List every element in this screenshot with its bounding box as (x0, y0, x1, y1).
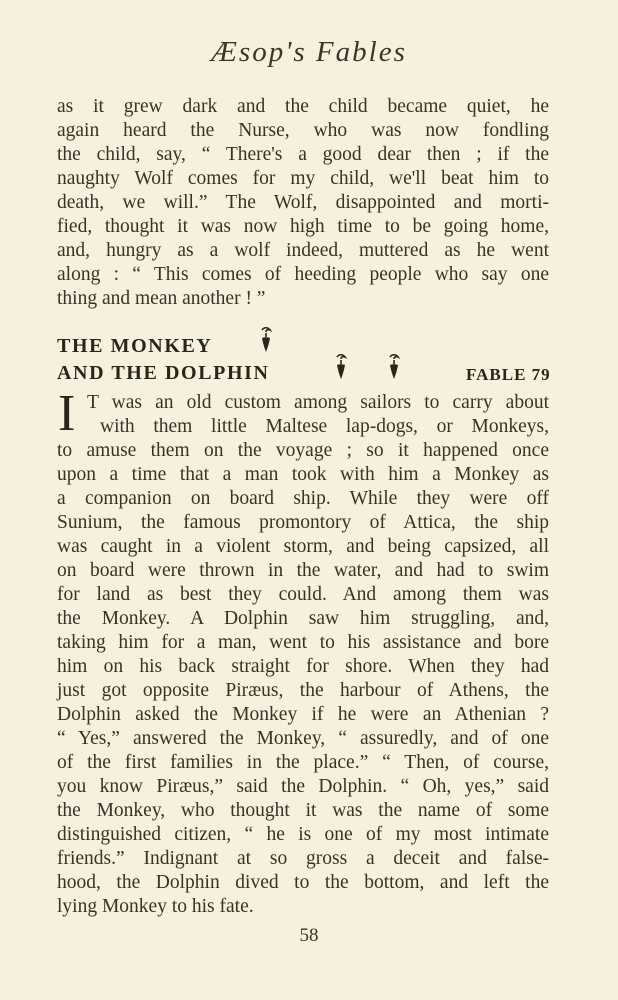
leaf-ornament-icon (386, 353, 402, 381)
running-head: Æsop's Fables (211, 36, 407, 68)
leaf-ornament-icon (333, 353, 349, 381)
text-line: again heard the Nurse, who was now fondling (57, 120, 549, 141)
text-line: distinguished citizen, “ he is one of my most intimate (57, 824, 549, 845)
text-line: was caught in a violent storm, and being capsized, all (57, 536, 549, 557)
text-line: upon a time that a man took with him a Monkey as (57, 464, 549, 485)
text-line: friends.” Indignant at so gross a deceit and false- (57, 848, 549, 869)
text-line: along : “ This comes of heeding people who say one (57, 264, 549, 285)
fable-title-line-1: THE MONKEY (57, 335, 213, 357)
text-line: death, we will.” The Wolf, disappointed and morti- (57, 192, 549, 213)
text-line: “ Yes,” answered the Monkey, “ assuredly, and of one (57, 728, 549, 749)
text-line: the Monkey, who thought it was the name of some (57, 800, 549, 821)
text-line: and, hungry as a wolf indeed, muttered as he went (57, 240, 549, 261)
page-number: 58 (299, 925, 319, 946)
text-line: the child, say, “ There's a good dear then ; if the (57, 144, 549, 165)
text-line: as it grew dark and the child became quiet, he (57, 96, 549, 117)
leaf-ornament-icon (258, 326, 274, 354)
text-line: to amuse them on the voyage ; so it happened once (57, 440, 549, 461)
text-line: the Monkey. A Dolphin saw him struggling, and, (57, 608, 549, 629)
text-line: a companion on board ship. While they were off (57, 488, 549, 509)
text-line: T was an old custom among sailors to carry about (87, 392, 549, 413)
text-line: on board were thrown in the water, and had to swim (57, 560, 549, 581)
text-line: naughty Wolf comes for my child, we'll beat him to (57, 168, 549, 189)
text-line: you know Piræus,” said the Dolphin. “ Oh, yes,” said (57, 776, 549, 797)
text-line: for land as best they could. And among them was (57, 584, 549, 605)
fable-number-label: FABLE 79 (466, 365, 551, 384)
text-line: of the first families in the place.” “ Then, of course, (57, 752, 549, 773)
text-line: with them little Maltese lap-dogs, or Monkeys, (100, 416, 549, 437)
fable-title-line-2: AND THE DOLPHIN (57, 362, 270, 384)
text-line: thing and mean another ! ” (57, 288, 266, 309)
text-line: Sunium, the famous promontory of Attica, the ship (57, 512, 549, 533)
text-line: just got opposite Piræus, the harbour of Athens, the (57, 680, 549, 701)
text-line: Dolphin asked the Monkey if he were an Athenian ? (57, 704, 549, 725)
text-line: him on his back straight for shore. When they had (57, 656, 549, 677)
drop-cap: I (58, 385, 76, 442)
text-line: hood, the Dolphin dived to the bottom, and left the (57, 872, 549, 893)
text-line: lying Monkey to his fate. (57, 896, 254, 917)
text-line: fied, thought it was now high time to be going home, (57, 216, 549, 237)
text-line: taking him for a man, went to his assistance and bore (57, 632, 549, 653)
